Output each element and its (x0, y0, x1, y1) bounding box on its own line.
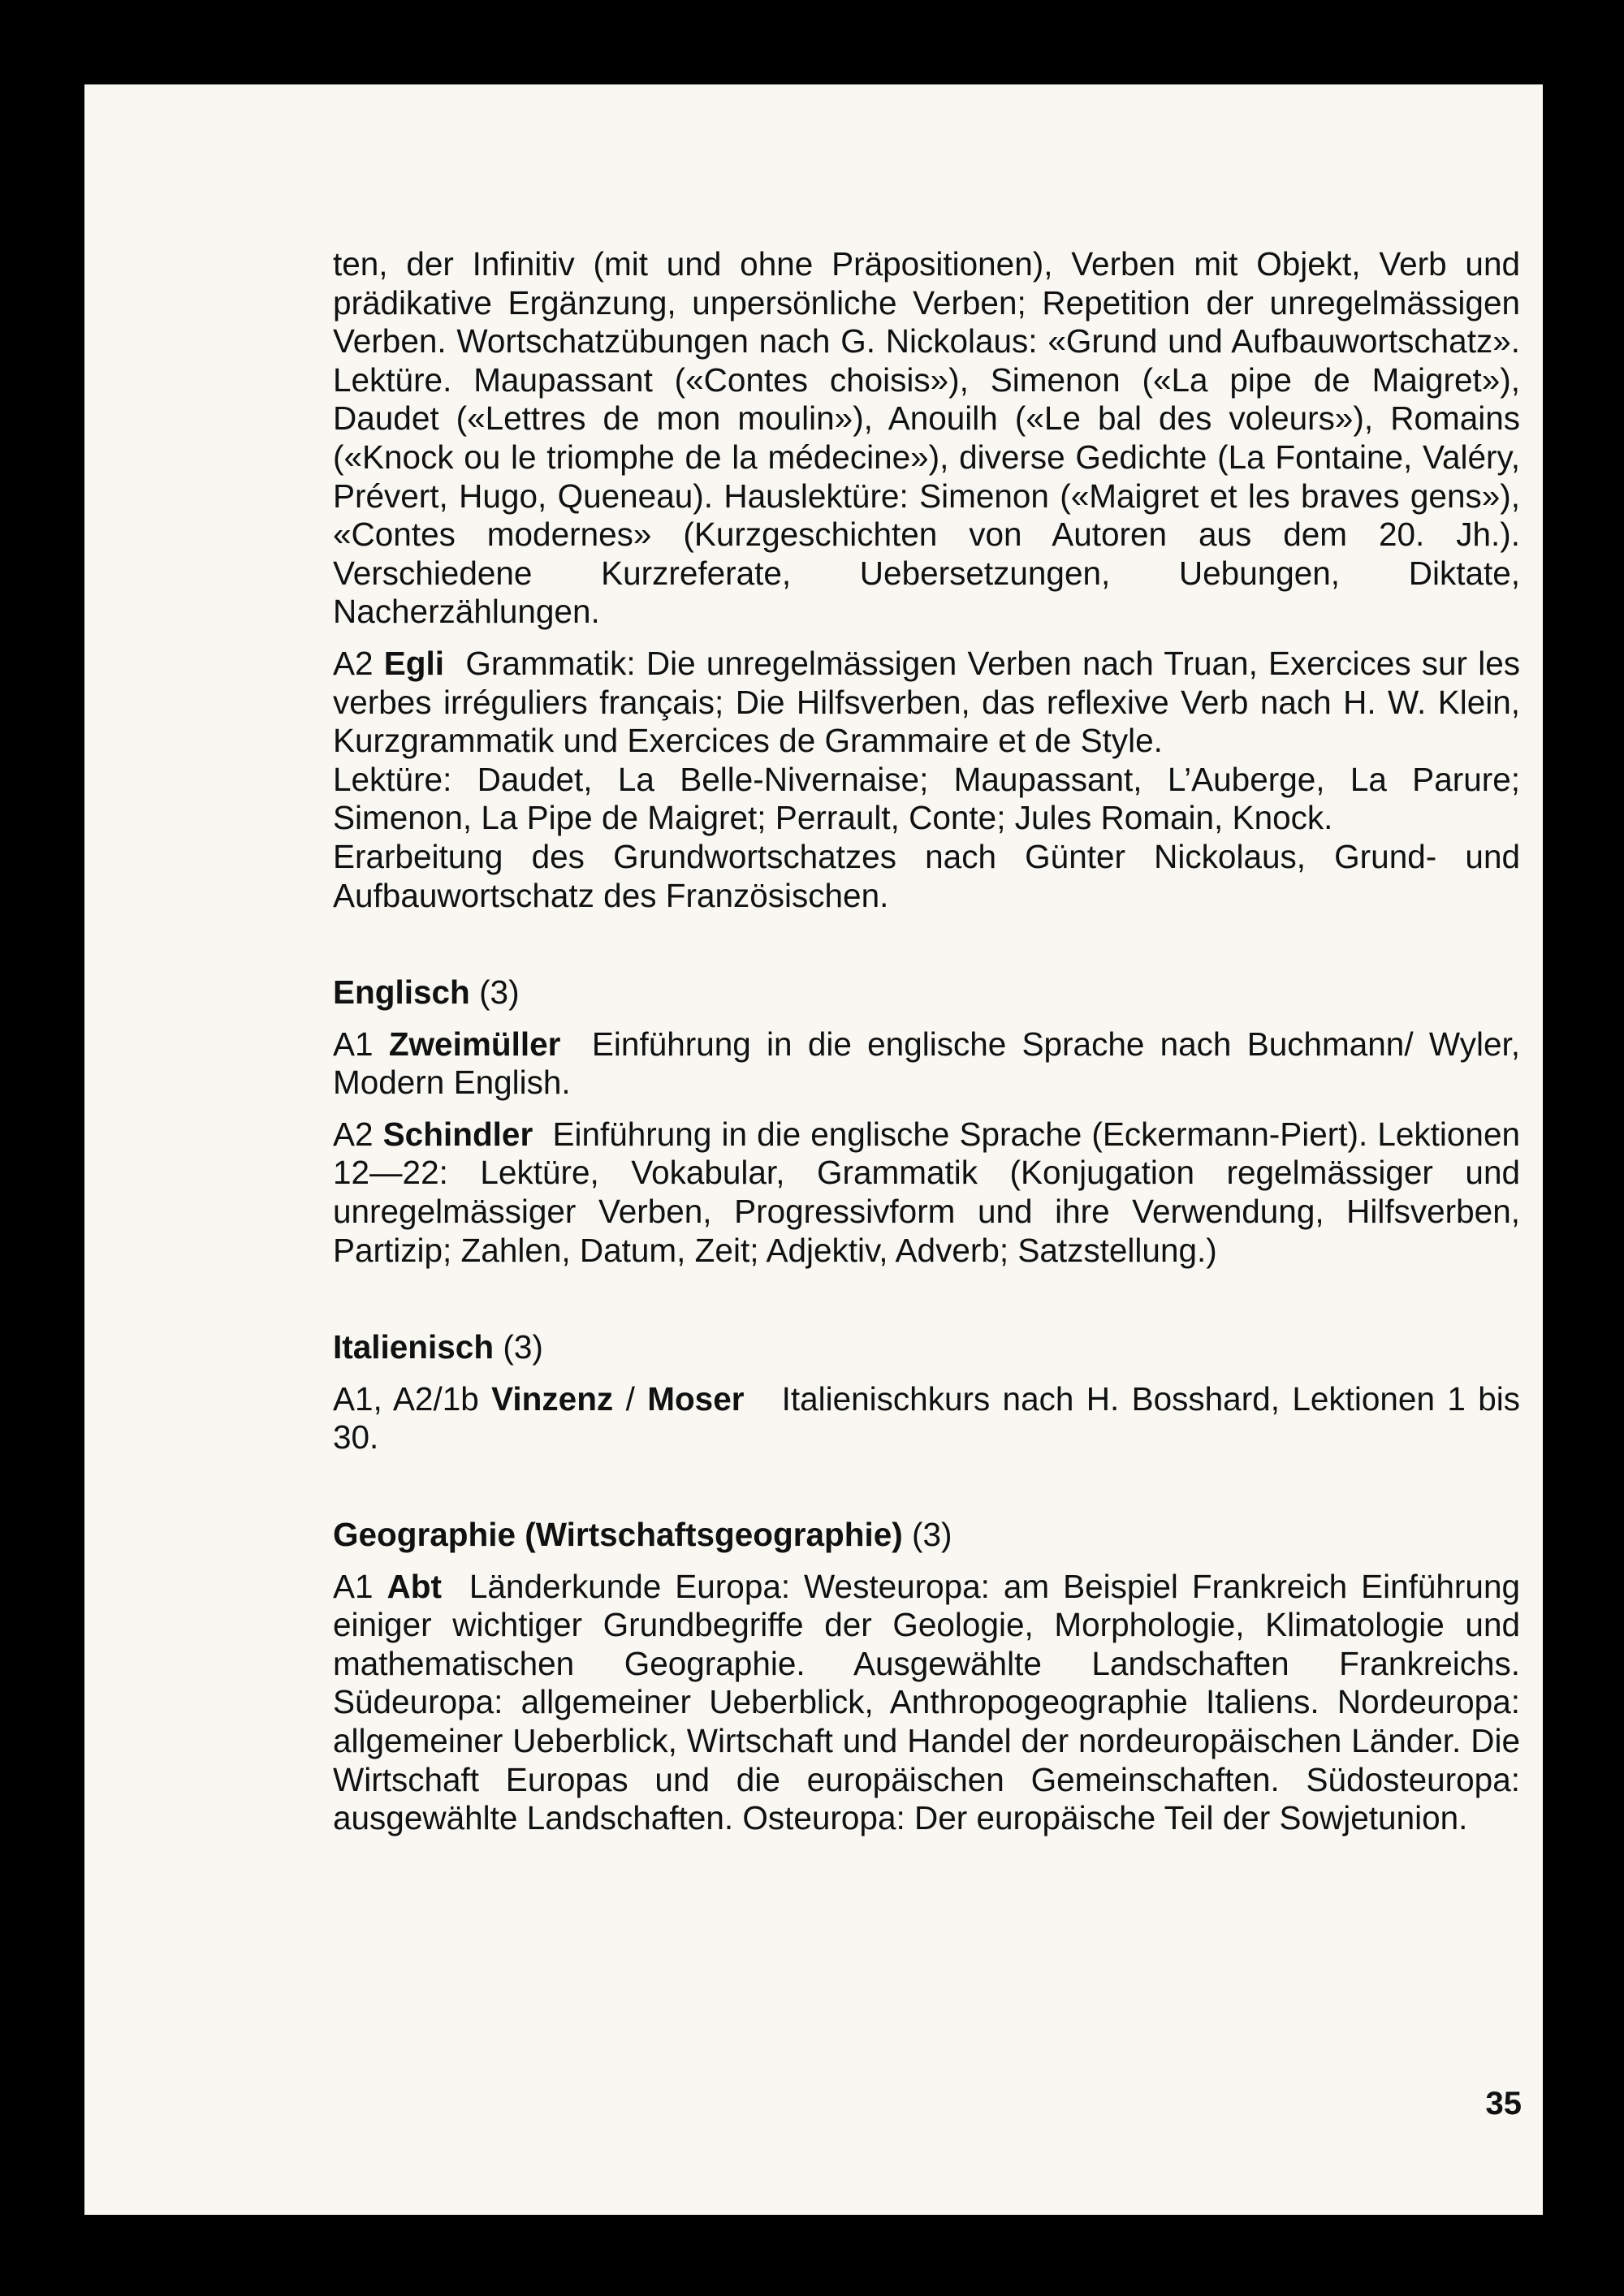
italienisch-teacher-2: Moser (647, 1379, 745, 1418)
french-a2-entry (333, 645, 1520, 761)
englisch-a1-teacher: Zweimüller (388, 1025, 561, 1063)
italienisch-heading-hours: (3) (503, 1328, 543, 1366)
french-a2-vocabulary (333, 838, 1520, 915)
geographie-heading-title: Geographie (Wirtschaftsgeographie) (333, 1516, 903, 1554)
geographie-a1-entry (333, 1568, 1520, 1838)
englisch-a2-teacher: Schindler (382, 1115, 533, 1153)
englisch-a1-text: Einführung in die englische Sprache nach Buchmann/ Wyler, Modern English. (333, 1025, 1520, 1102)
french-a2-reading (333, 761, 1520, 838)
englisch-a2-entry (333, 1116, 1520, 1270)
french-a2-class: A2 (333, 644, 374, 682)
englisch-a1-entry (333, 1025, 1520, 1103)
french-a2-text: Grammatik: Die unregelmässigen Verben nach Truan, Exercices sur les verbes irréguliers français; Die Hilfsverben, das reflexive Verb nach H. W. Klein, Kurzgrammatik und Exercices de Grammaire et de Style. (333, 644, 1520, 760)
italienisch-teacher-separator: / (625, 1379, 635, 1418)
geographie-a1-text: Länderkunde Europa: Westeuropa: am Beispiel Frankreich Einführung einiger wichtiger Grundbegriffe der Geologie, Morphologie, Klimatologie und mathematischen Geographie. Ausgewählte Landschaften Frankreichs. Südeuropa: allgemeiner Ueberblick, Anthropogeographie Italiens. Nordeuropa: allgemeiner Ueberblick, Wirtschaft und Handel der nordeuropäischen Länder. Die Wirtschaft Europas und die europäischen Gemeinschaften. Südosteuropa: ausgewählte Landschaften. Osteuropa: Der europäische Teil der Sowjetunion. (333, 1567, 1520, 1837)
page-number: 35 (1485, 2086, 1522, 2121)
page-content (333, 245, 1520, 1838)
french-a2-vocabulary-text: Erarbeitung des Grundwortschatzes nach Günter Nickolaus, Grund- und Aufbauwortschatz des Französischen. (333, 837, 1520, 914)
italienisch-teacher-1: Vinzenz (491, 1379, 614, 1418)
geographie-a1-teacher: Abt (387, 1567, 442, 1605)
document-page (84, 84, 1543, 2215)
french-a2-reading-text: Lektüre: Daudet, La Belle-Nivernaise; Maupassant, L’Auberge, La Parure; Simenon, La Pipe de Maigret; Perrault, Conte; Jules Romain, Knock. (333, 760, 1520, 837)
englisch-a2-class: A2 (333, 1115, 374, 1153)
italienisch-heading (333, 1328, 1520, 1367)
french-continuation-paragraph (333, 245, 1520, 632)
italienisch-classes: A1, A2/1b (333, 1379, 479, 1418)
geographie-heading-hours: (3) (912, 1516, 952, 1554)
englisch-a1-class: A1 (333, 1025, 374, 1063)
italienisch-heading-title: Italienisch (333, 1328, 495, 1366)
italienisch-entry (333, 1380, 1520, 1457)
englisch-heading-title: Englisch (333, 973, 470, 1012)
french-continuation-text: ten, der Infinitiv (mit und ohne Präpositionen), Verben mit Objekt, Verb und prädikative Ergänzung, unpersönliche Verben; Repetition der unregelmässigen Verben. Wortschatzübungen nach G. Nickolaus: «Grund und Aufbauwortschatz». Lektüre. Maupassant («Contes choisis»), Simenon («La pipe de Maigret»), Daudet («Lettres de mon moulin»), Anouilh («Le bal des voleurs»), Romains («Knock ou le triomphe de la médecine»), diverse Gedichte (La Fontaine, Valéry, Prévert, Hugo, Queneau). Hauslektüre: Simenon («Maigret et les braves gens»), «Contes modernes» (Kurzgeschichten von Autoren aus dem 20. Jh.). Verschiedene Kurzreferate, Uebersetzungen, Uebungen, Diktate, Nacherzählungen. (333, 245, 1520, 631)
englisch-heading (333, 973, 1520, 1012)
englisch-a2-text: Einführung in die englische Sprache (Eckermann-Piert). Lektionen 12—22: Lektüre, Vokabular, Grammatik (Konjugation regelmässiger und unregelmässiger Verben, Progressivform und ihre Verwendung, Hilfsverben, Partizip; Zahlen, Datum, Zeit; Adjektiv, Adverb; Satzstellung.) (333, 1115, 1521, 1269)
italienisch-text: Italienischkurs nach H. Bosshard, Lektionen 1 bis 30. (333, 1379, 1520, 1457)
geographie-a1-class: A1 (333, 1567, 374, 1605)
french-a2-teacher: Egli (383, 644, 445, 682)
englisch-heading-hours: (3) (479, 973, 520, 1012)
geographie-heading (333, 1516, 1520, 1555)
